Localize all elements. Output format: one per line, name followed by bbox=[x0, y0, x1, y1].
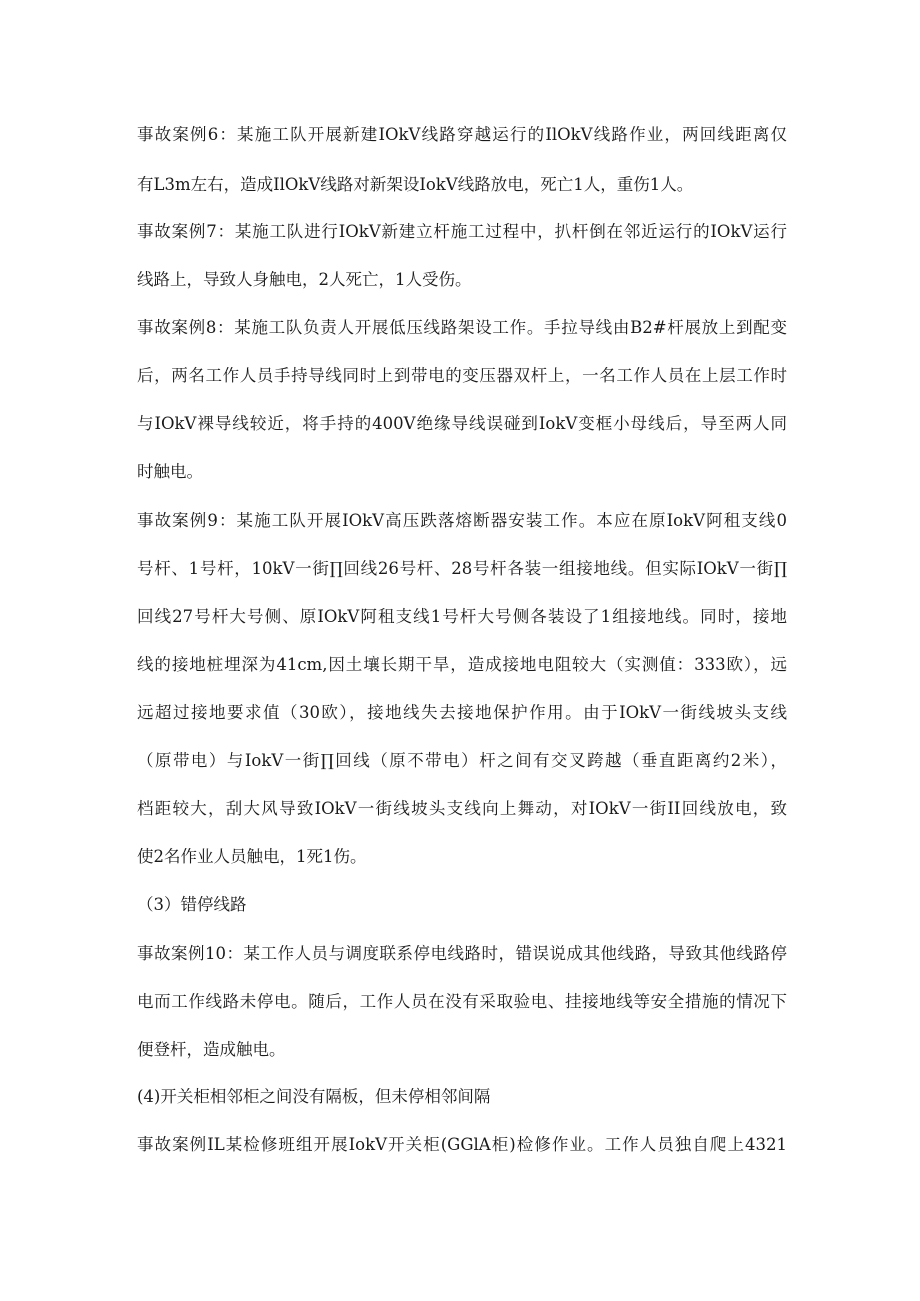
text-line: 远超过接地要求值（30欧），接地线失去接地保护作用。由于IOkV一街线坡头支线 bbox=[137, 703, 787, 722]
text-line: 号杆、1号杆，10kV一街∏回线26号杆、28号杆各装一组接地线。但实际IOkV一街∏ bbox=[137, 559, 787, 578]
text-line: （原带电）与IokV一街∏回线（原不带电）杆之间有交叉跨越（垂直距离约2米）， bbox=[137, 751, 787, 770]
text-line: 后，两名工作人员手持导线同时上到带电的变压器双杆上，一名工作人员在上层工作时 bbox=[137, 366, 787, 385]
text-line: 线的接地桩埋深为41cm,因土壤长期干旱，造成接地电阻较大（实测值：333欧），远 bbox=[137, 655, 787, 674]
text-line: 电而工作线路未停电。随后，工作人员在没有采取验电、挂接地线等安全措施的情况下 bbox=[137, 992, 787, 1011]
text-line: 有L3m左右，造成IlOkV线路对新架设IokV线路放电，死亡1人，重伤1人。 bbox=[137, 175, 694, 194]
text-line: 回线27号杆大号侧、原IOkV阿租支线1号杆大号侧各装设了1组接地线。同时，接地 bbox=[137, 607, 787, 626]
text-line: 使2名作业人员触电，1死1伤。 bbox=[137, 847, 367, 866]
text-line: 事故案例9：某施工队开展IOkV高压跌落熔断器安装工作。本应在原IokV阿租支线0 bbox=[137, 511, 787, 530]
text-line: 事故案例6：某施工队开展新建IOkV线路穿越运行的IlOkV线路作业，两回线距离仅 bbox=[137, 125, 787, 144]
section-heading: （3）错停线路 bbox=[137, 895, 247, 914]
text-line: 与IOkV裸导线较近，将手持的400V绝缘导线误碰到IokV变框小母线后，导至两人同 bbox=[137, 414, 787, 433]
text-line: 时触电。 bbox=[137, 462, 203, 481]
section-heading: (4)开关柜相邻柜之间没有隔板，但未停相邻间隔 bbox=[137, 1087, 491, 1106]
text-line: 事故案例10：某工作人员与调度联系停电线路时，错误说成其他线路，导致其他线路停 bbox=[137, 944, 787, 963]
text-line: 便登杆，造成触电。 bbox=[137, 1040, 286, 1059]
text-line: 事故案例8：某施工队负责人开展低压线路架设工作。手拉导线由B2#杆展放上到配变 bbox=[137, 318, 787, 337]
text-line: 事故案例IL某检修班组开展IokV开关柜(GGlA柜)检修作业。工作人员独自爬上4321 bbox=[137, 1135, 787, 1154]
text-line: 事故案例7：某施工队进行IOkV新建立杆施工过程中，扒杆倒在邻近运行的IOkV运行 bbox=[137, 222, 787, 241]
text-line: 线路上，导致人身触电，2人死亡，1人受伤。 bbox=[137, 270, 472, 289]
text-line: 档距较大，刮大风导致IOkV一街线坡头支线向上舞动，对IOkV一街II回线放电，致 bbox=[137, 799, 787, 818]
